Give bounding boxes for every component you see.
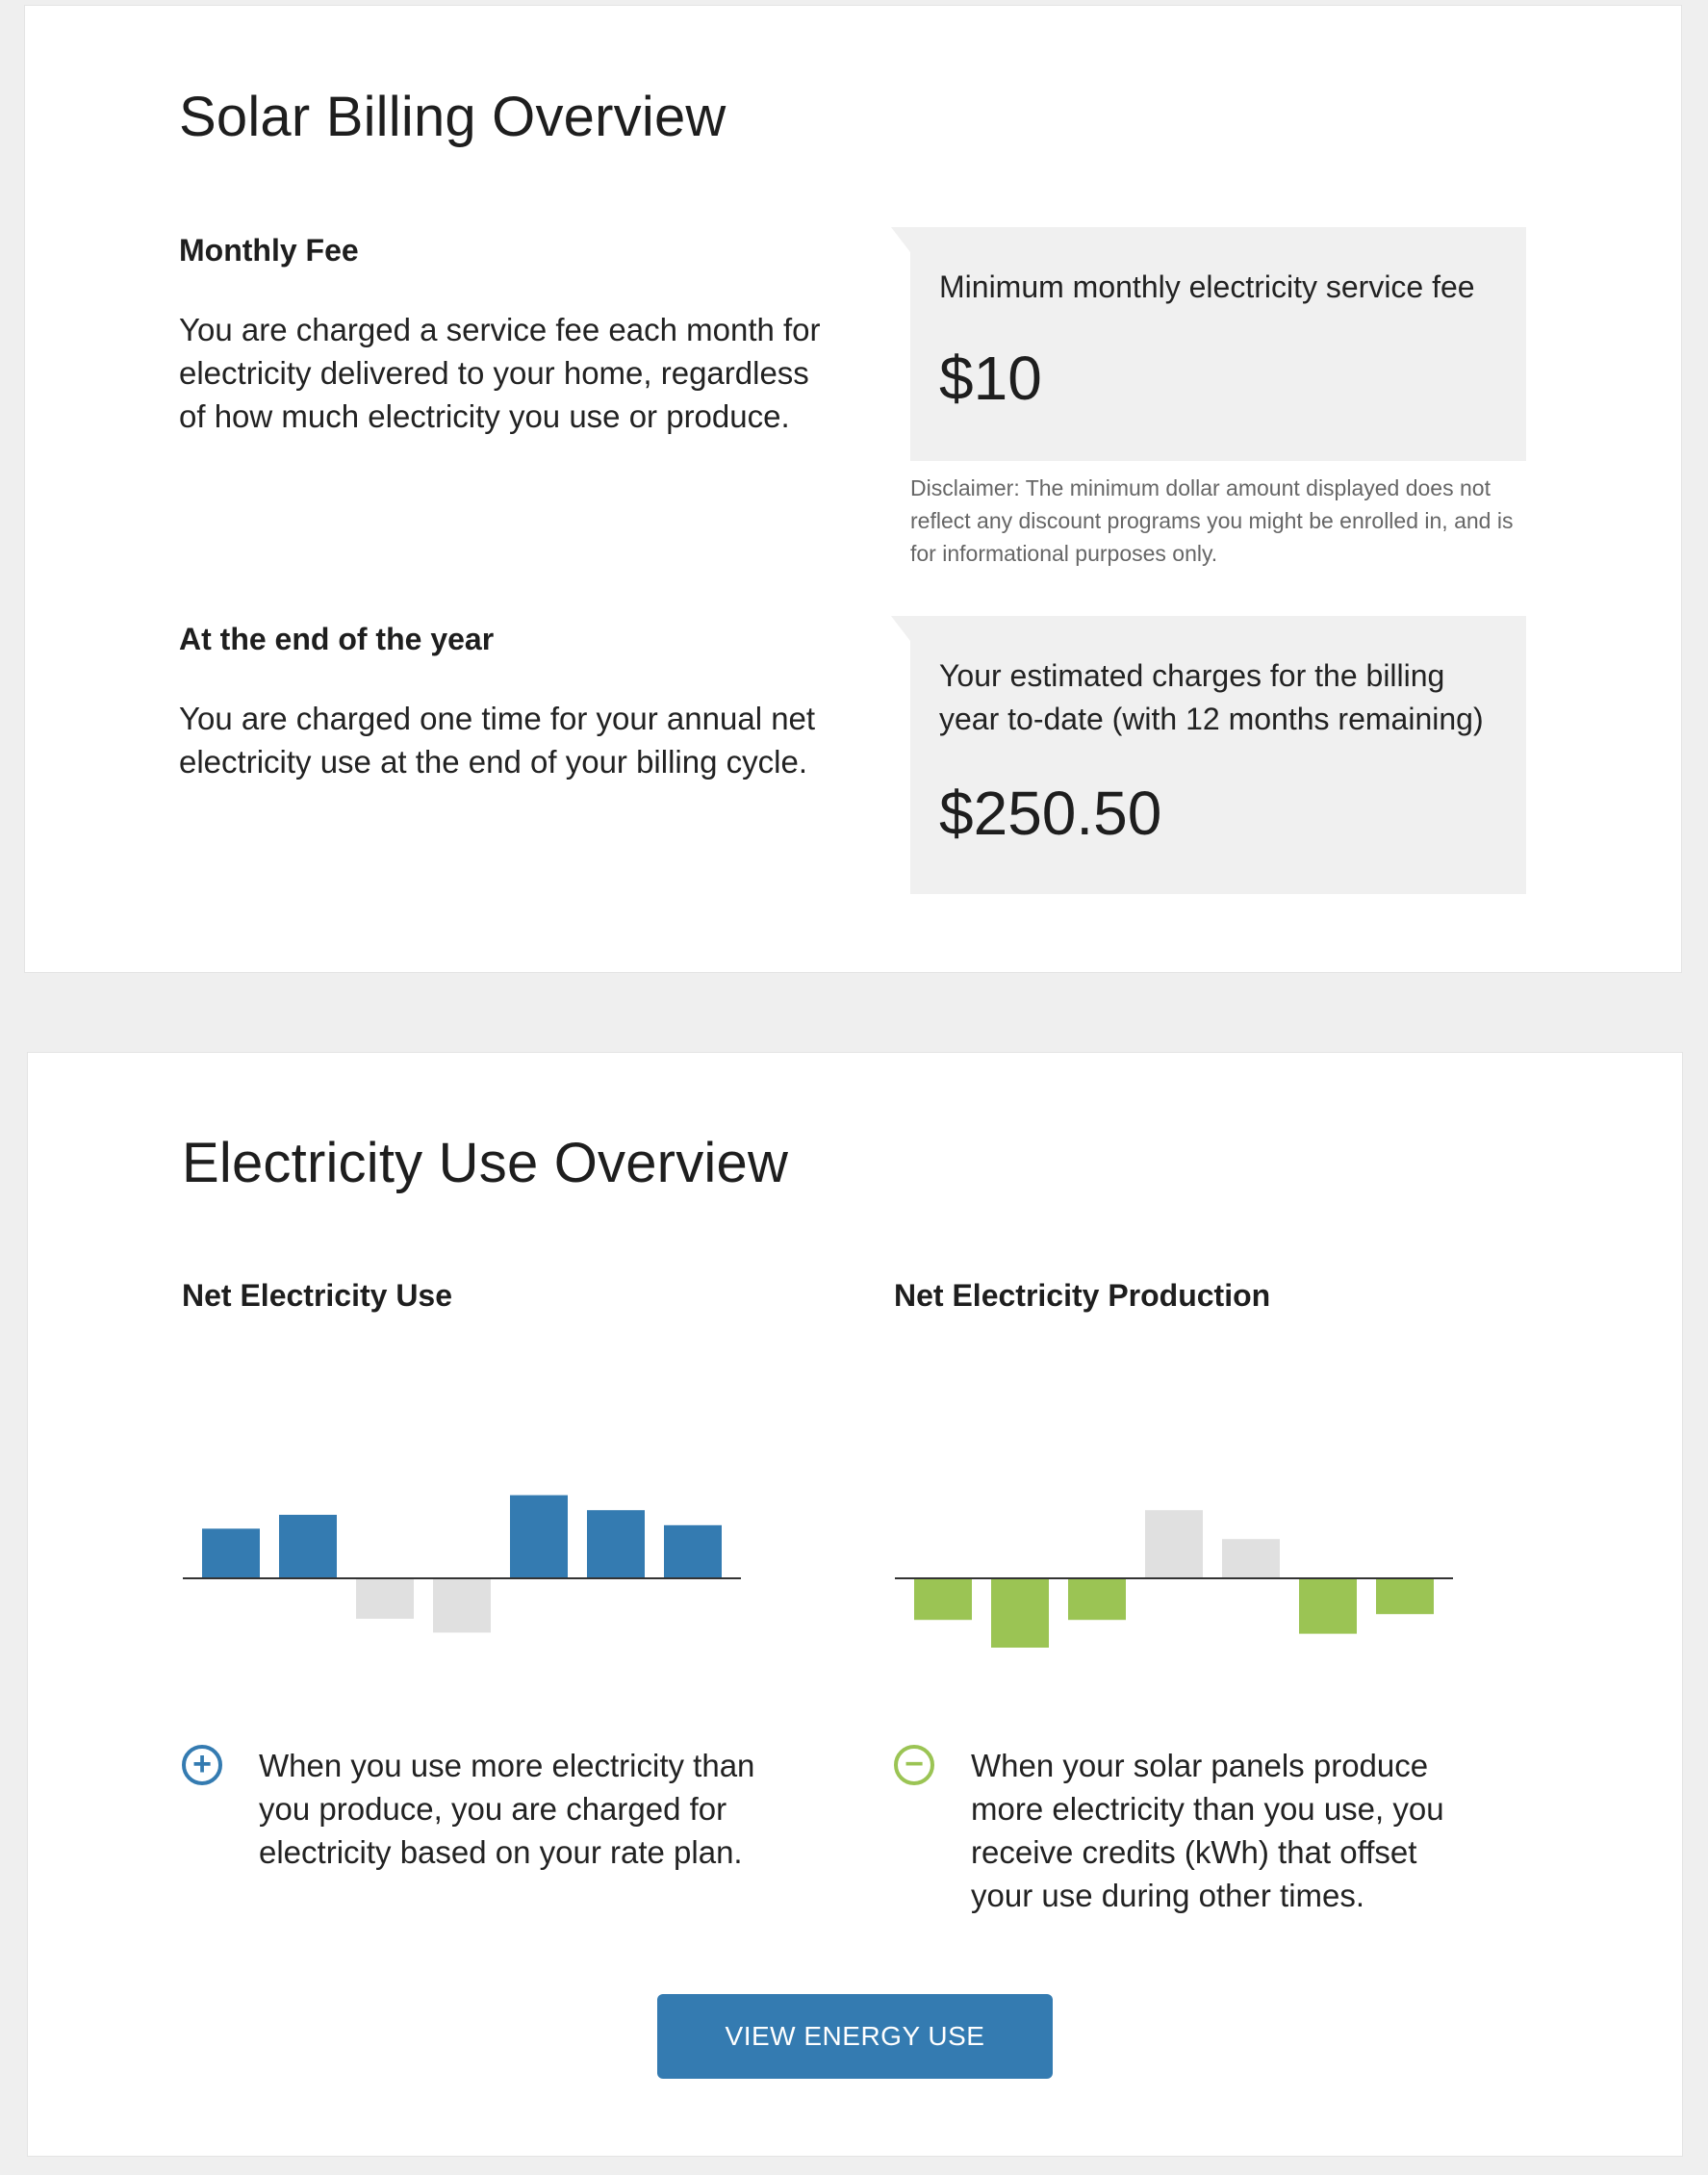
monthly-fee-description: You are charged a service fee each month for electricity delivered to your home, regardless of how much electricity you use or produce. [179,312,821,434]
chart-bar [1068,1578,1126,1620]
year-end-box-label: Your estimated charges for the billing year to-date (with 12 months remaining) [939,658,1484,736]
year-end-heading: At the end of the year [179,622,495,656]
year-end-box [910,616,1526,894]
net-use-chart [183,1415,741,1694]
chart-bar [1145,1510,1203,1578]
net-production-legend: When your solar panels produce more electricity than you use, you receive credits (kWh) that offset your use during other times. [971,1748,1444,1913]
plus-circle-icon: + [182,1745,222,1785]
year-end-description: You are charged one time for your annual net electricity use at the end of your billing cycle. [179,701,816,780]
monthly-fee-amount: $10 [939,344,1042,413]
net-use-legend: When you use more electricity than you produce, you are charged for electricity based on your rate plan. [259,1748,755,1870]
chart-bar [433,1578,491,1632]
chart-bar [356,1578,414,1619]
view-energy-use-button[interactable]: VIEW ENERGY USE [657,1994,1053,2079]
disclaimer-text: Disclaimer: The minimum dollar amount displayed does not reflect any discount programs you might be enrolled in, and is for informational purposes only. [910,475,1514,566]
monthly-fee-heading: Monthly Fee [179,233,359,268]
billing-title: Solar Billing Overview [179,86,727,148]
chart-bar [664,1525,722,1578]
usage-title: Electricity Use Overview [182,1132,789,1194]
monthly-fee-box [910,227,1526,461]
chart-bar [202,1528,260,1578]
chart-bar [510,1496,568,1578]
chart-bar [1299,1578,1357,1634]
chart-bar [991,1578,1049,1648]
net-use-heading: Net Electricity Use [182,1278,453,1313]
monthly-fee-box-label: Minimum monthly electricity service fee [939,269,1475,304]
net-production-chart [895,1415,1453,1694]
chart-bar [914,1578,972,1620]
year-end-amount: $250.50 [939,779,1162,848]
minus-circle-icon: − [894,1745,934,1785]
chart-bar [1376,1578,1434,1614]
chart-bar [279,1515,337,1578]
chart-bar [587,1510,645,1578]
chart-bar [1222,1539,1280,1578]
net-production-heading: Net Electricity Production [894,1278,1271,1313]
